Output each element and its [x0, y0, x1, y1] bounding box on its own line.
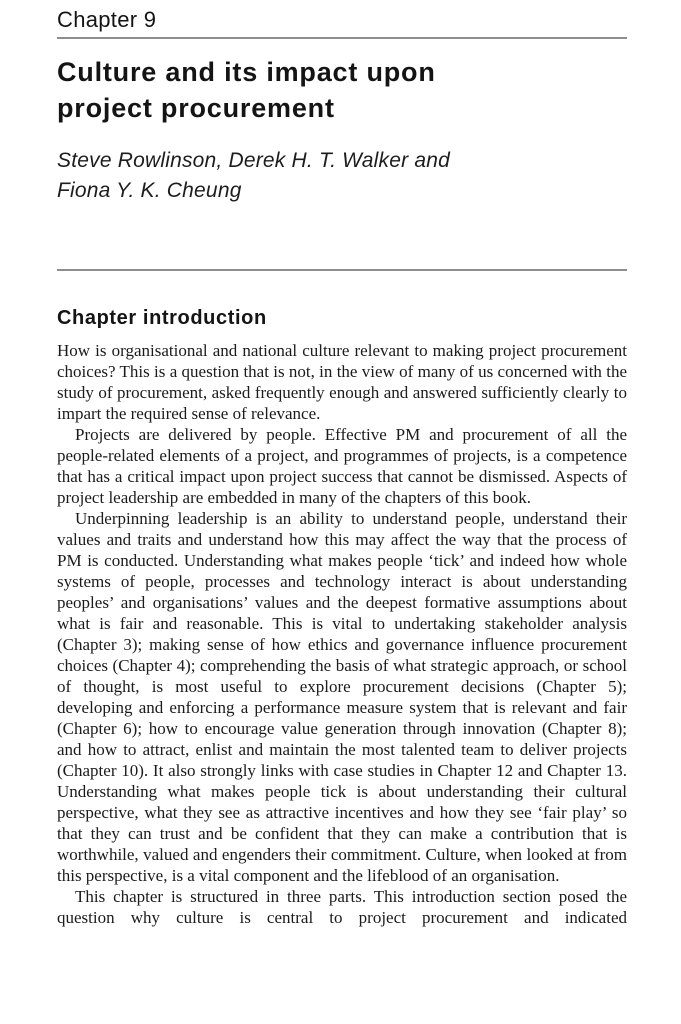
- chapter-label: Chapter 9: [57, 7, 157, 32]
- author-line-1: Steve Rowlinson, Derek H. T. Walker and: [57, 149, 450, 172]
- body-paragraph-4: This chapter is structured in three parts. This introduction section posed the question why culture is central to project procurement and indicated: [57, 887, 627, 927]
- chapter-title-line-2: project procurement: [57, 93, 335, 123]
- header-rule: [57, 37, 627, 39]
- chapter-body: [57, 340, 627, 928]
- body-paragraph-1: How is organisational and national culture relevant to making project procurement choices? This is a question that is not, in the view of many of us concerned with the study of procurement, asked frequently enough and answered sufficiently clearly to impart the required sense of relevance.: [57, 341, 627, 423]
- author-line-2: Fiona Y. K. Cheung: [57, 179, 242, 202]
- section-divider-rule: [57, 269, 627, 271]
- chapter-title-line-1: Culture and its impact upon: [57, 57, 436, 87]
- author-byline: [57, 146, 627, 206]
- body-paragraph-2: Projects are delivered by people. Effective PM and procurement of all the people-related elements of a project, and programmes of projects, is a competence that has a critical impact upon project success that cannot be dismissed. Aspects of project leadership are embedded in many of the chapters of this book.: [57, 425, 627, 507]
- section-heading: Chapter introduction: [57, 307, 267, 329]
- chapter-title: [57, 54, 627, 126]
- body-paragraph-3: Underpinning leadership is an ability to understand people, understand their values and traits and understand how this may affect the way that the process of PM is conducted. Understanding what makes people ‘tick’ and indeed how whole systems of people, processes and technology interact is about understanding peoples’ and organisations’ values and the deepest formative assumptions about what is fair and reasonable. This is vital to undertaking stakeholder analysis (Chapter 3); making sense of how ethics and governance influence procurement choices (Chapter 4); comprehending the basis of what strategic approach, or school of thought, is most useful to explore procurement decisions (Chapter 5); developing and enforcing a performance measure system that is relevant and fair (Chapter 6); how to encourage value generation through innovation (Chapter 8); and how to attract, enlist and maintain the most talented team to deliver projects (Chapter 10). It also strongly links with case studies in Chapter 12 and Chapter 13. Understanding what makes people tick is about understanding their cultural perspective, what they see as attractive incentives and how they see ‘fair play’ so that they can trust and be confident that they can make a contribution that is worthwhile, valued and engenders their commitment. Culture, when looked at from this perspective, is a vital component and the lifeblood of an organisation.: [57, 509, 627, 885]
